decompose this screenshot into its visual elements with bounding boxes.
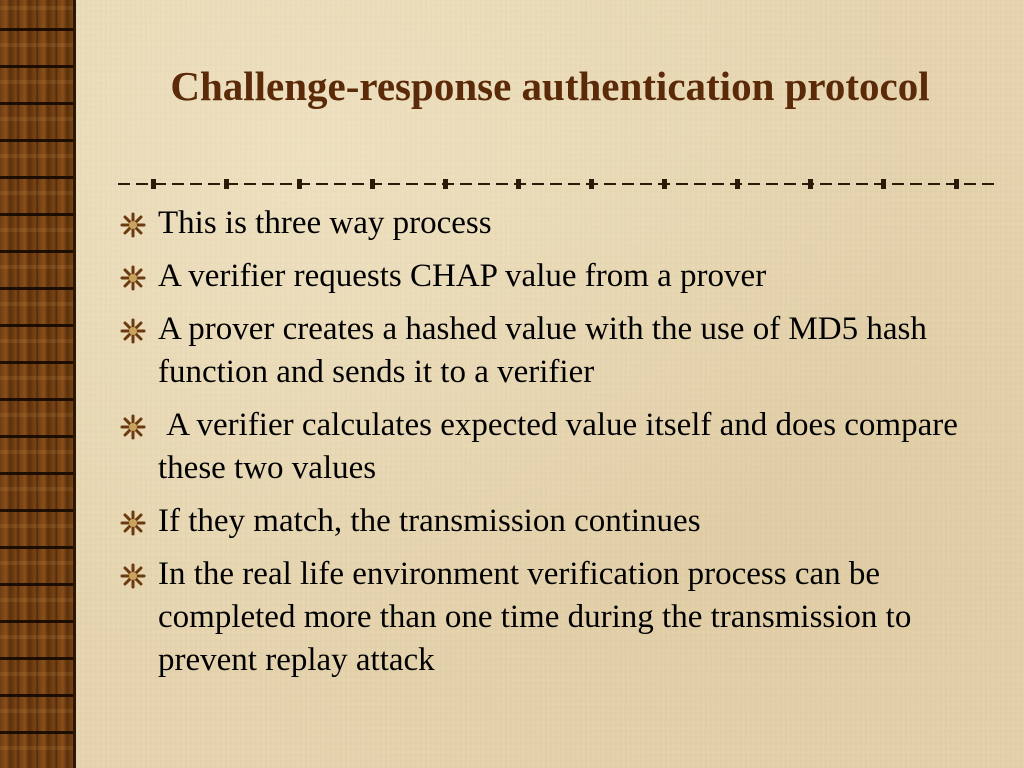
bullet-text: A verifier calculates expected value itself and does compare these two values <box>158 407 967 486</box>
star-burst-icon <box>120 510 146 536</box>
star-burst-icon <box>120 414 146 440</box>
list-item <box>120 553 1000 682</box>
slide-title: Challenge-response authentication protocol <box>170 63 930 109</box>
list-item <box>120 500 1000 543</box>
star-burst-icon <box>120 563 146 589</box>
star-burst-icon <box>120 318 146 344</box>
bullet-text: A prover creates a hashed value with the use of MD5 hash function and sends it to a verifier <box>158 311 936 390</box>
list-item <box>120 308 1000 394</box>
list-item <box>120 404 1000 490</box>
bullet-text: This is three way process <box>158 205 492 241</box>
dashed-divider <box>118 176 994 192</box>
bullet-text: A verifier requests CHAP value from a prover <box>158 258 767 294</box>
list-item <box>120 202 1000 245</box>
bullet-text: In the real life environment verification process can be completed more than one time during the transmission to prevent replay attack <box>158 556 920 678</box>
list-item <box>120 255 1000 298</box>
bullet-list <box>120 202 1000 692</box>
left-decorative-border <box>0 0 76 768</box>
star-burst-icon <box>120 212 146 238</box>
border-texture <box>0 0 76 768</box>
bullet-text: If they match, the transmission continues <box>158 503 701 539</box>
star-burst-icon <box>120 265 146 291</box>
